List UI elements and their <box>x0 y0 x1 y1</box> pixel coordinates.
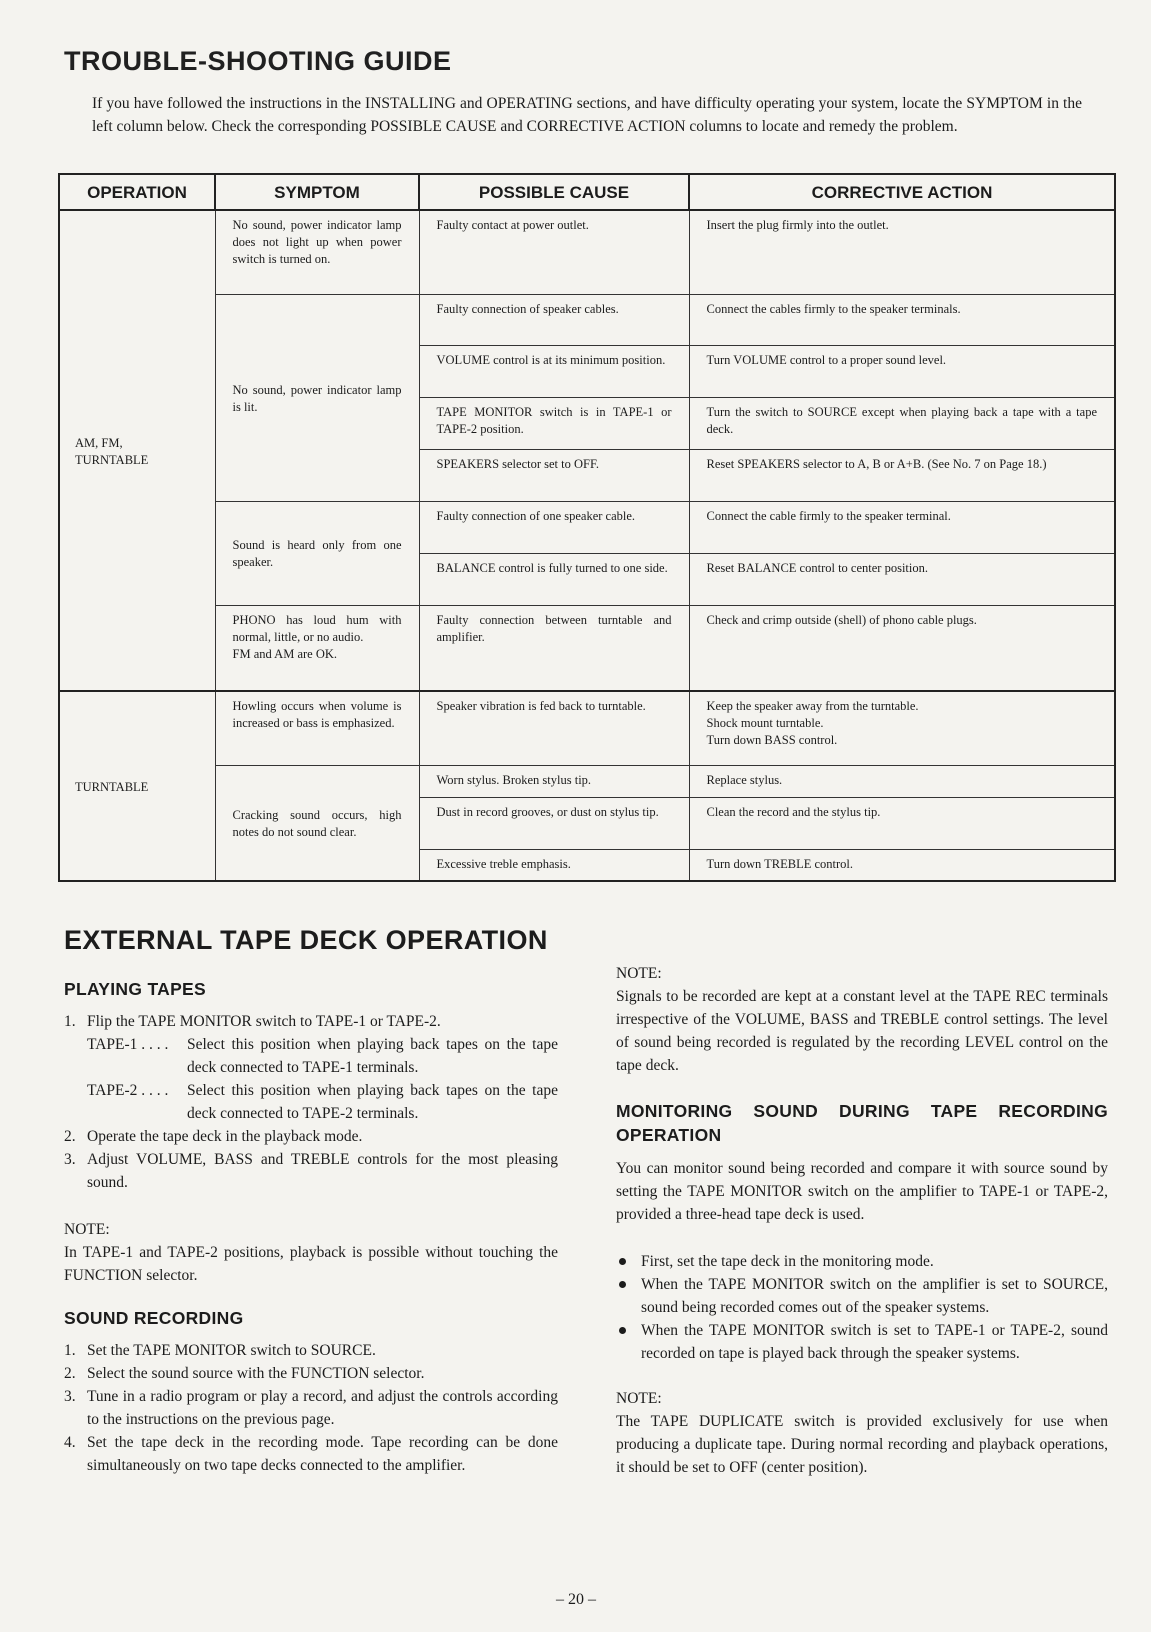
symptom-cell: No sound, power indicator lamp is lit. <box>215 294 419 501</box>
step-text: Set the tape deck in the recording mode. Tape recording can be done simultaneously on two tape decks connected to the amplifier. <box>87 1434 558 1474</box>
list-item: 2. Select the sound source with the FUNCTION selector. <box>64 1365 425 1382</box>
header-symptom: SYMPTOM <box>215 174 419 210</box>
header-corrective-action: CORRECTIVE ACTION <box>689 174 1115 210</box>
list-item <box>616 1250 1108 1273</box>
table-row <box>59 294 1115 345</box>
monitoring-text: You can monitor sound being recorded and compare it with source sound by setting the TAPE MONITOR switch on the amplifier to TAPE-1 or TAPE-2, provided a three-head tape deck is used. <box>616 1160 1108 1223</box>
operation-cell <box>59 691 215 881</box>
step-text: Operate the tape deck in the playback mode. <box>87 1128 363 1145</box>
bullet-text: When the TAPE MONITOR switch is set to TAPE-1 or TAPE-2, sound recorded on tape is played back through the speaker systems. <box>641 1322 1108 1362</box>
cause-cell: Speaker vibration is fed back to turntable. <box>419 691 689 765</box>
bullet-text: When the TAPE MONITOR switch on the amplifier is set to SOURCE, sound being recorded comes out of the speaker systems. <box>641 1276 1108 1316</box>
action-cell: Clean the record and the stylus tip. <box>689 797 1115 849</box>
cause-cell: SPEAKERS selector set to OFF. <box>419 449 689 501</box>
step-text: Tune in a radio program or play a record, and adjust the controls according to the instructions on the previous page. <box>87 1388 558 1428</box>
cause-cell: Faulty connection between turntable and amplifier. <box>419 605 689 691</box>
action-cell: Replace stylus. <box>689 765 1115 797</box>
action-cell: Turn the switch to SOURCE except when playing back a tape with a tape deck. <box>689 397 1115 449</box>
cause-cell: VOLUME control is at its minimum position. <box>419 345 689 397</box>
action-cell: Connect the cables firmly to the speaker terminals. <box>689 294 1115 345</box>
step-text: Set the TAPE MONITOR switch to SOURCE. <box>87 1342 376 1359</box>
cause-cell: Worn stylus. Broken stylus tip. <box>419 765 689 797</box>
tape2-text: Select this position when playing back tapes on the tape deck connected to TAPE-2 terminals. <box>187 1082 558 1122</box>
trouble-shooting-table <box>58 173 1116 882</box>
cause-cell: TAPE MONITOR switch is in TAPE-1 or TAPE-2 position. <box>419 397 689 449</box>
intro-text: If you have followed the instructions in the INSTALLING and OPERATING sections, and have difficulty operating your system, locate the SYMPTOM in the left column below. Check the corresponding POSSIBLE CAUSE and CORRECTIVE ACTION columns to locate and remedy the problem. <box>92 95 1082 135</box>
action-cell: Check and crimp outside (shell) of phono cable plugs. <box>689 605 1115 691</box>
action-cell: Turn VOLUME control to a proper sound level. <box>689 345 1115 397</box>
symptom-text: FM and AM are OK. <box>232 646 338 661</box>
header-possible-cause: POSSIBLE CAUSE <box>419 174 689 210</box>
table-row <box>59 691 1115 765</box>
cause-cell: Excessive treble emphasis. <box>419 849 689 881</box>
heading-monitoring-sound: MONITORING SOUND DURING TAPE RECORDING OPERATION <box>616 1101 1108 1145</box>
action-cell <box>689 691 1115 765</box>
heading-playing-tapes: PLAYING TAPES <box>64 979 206 999</box>
operation-label: TURNTABLE <box>75 779 149 794</box>
action-cell: Turn down TREBLE control. <box>689 849 1115 881</box>
action-cell: Insert the plug firmly into the outlet. <box>689 210 1115 294</box>
right-column <box>616 962 1108 1479</box>
section-title-external-tape-deck: EXTERNAL TAPE DECK OPERATION <box>64 925 548 955</box>
action-cell: Reset BALANCE control to center position. <box>689 553 1115 605</box>
list-item: 3. Tune in a radio program or play a record, and adjust the controls according to the instructions on the previous page. <box>64 1388 558 1428</box>
list-item: 1. Set the TAPE MONITOR switch to SOURCE. <box>64 1342 376 1359</box>
list-item: 4. Set the tape deck in the recording mode. Tape recording can be done simultaneously on two tape decks connected to the amplifier. <box>64 1434 558 1474</box>
symptom-text: PHONO has loud hum with normal, little, or no audio. <box>232 612 402 644</box>
heading-sound-recording: SOUND RECORDING <box>64 1308 244 1328</box>
list-item <box>616 1273 1108 1319</box>
left-column <box>64 978 558 1477</box>
note-label: NOTE: <box>64 1221 110 1238</box>
table-row <box>59 501 1115 553</box>
step-text: Select the sound source with the FUNCTION selector. <box>87 1365 425 1382</box>
action-cell: Reset SPEAKERS selector to A, B or A+B. (See No. 7 on Page 18.) <box>689 449 1115 501</box>
monitoring-bullets <box>616 1250 1108 1365</box>
symptom-cell: Cracking sound occurs, high notes do not sound clear. <box>215 765 419 881</box>
action-line: Turn down BASS control. <box>706 733 838 747</box>
note-label: NOTE: <box>616 1390 662 1407</box>
operation-label: TURNTABLE <box>75 452 149 467</box>
operation-cell <box>59 210 215 691</box>
cause-cell: Dust in record grooves, or dust on stylus tip. <box>419 797 689 849</box>
header-operation: OPERATION <box>59 174 215 210</box>
bullet-icon <box>619 1258 626 1265</box>
table-row <box>59 765 1115 797</box>
playing-steps <box>64 1010 558 1033</box>
page-number: – 20 – <box>556 1591 596 1608</box>
cause-cell: BALANCE control is fully turned to one side. <box>419 553 689 605</box>
note-label: NOTE: <box>616 965 662 982</box>
step-text: Flip the TAPE MONITOR switch to TAPE-1 or TAPE-2. <box>87 1013 441 1030</box>
bullet-icon <box>619 1327 626 1334</box>
symptom-cell: No sound, power indicator lamp does not light up when power switch is turned on. <box>215 210 419 294</box>
bullet-icon <box>619 1281 626 1288</box>
list-item: 3. Adjust VOLUME, BASS and TREBLE controls for the most pleasing sound. <box>64 1151 558 1191</box>
playing-steps <box>64 1125 558 1194</box>
tape2-option <box>87 1079 558 1125</box>
action-cell: Connect the cable firmly to the speaker terminal. <box>689 501 1115 553</box>
table-row <box>59 210 1115 294</box>
tape1-label: TAPE-1 . . . . <box>87 1036 169 1053</box>
tape1-text: Select this position when playing back tapes on the tape deck connected to TAPE-1 terminals. <box>187 1036 558 1076</box>
table-header-row <box>59 174 1115 210</box>
symptom-cell: Sound is heard only from one speaker. <box>215 501 419 605</box>
operation-label: AM, FM, <box>75 435 123 450</box>
symptom-cell <box>215 605 419 691</box>
tape2-label: TAPE-2 . . . . <box>87 1082 169 1099</box>
cause-cell: Faulty contact at power outlet. <box>419 210 689 294</box>
step-text: Adjust VOLUME, BASS and TREBLE controls for the most pleasing sound. <box>87 1151 558 1191</box>
cause-cell: Faulty connection of speaker cables. <box>419 294 689 345</box>
action-line: Shock mount turntable. <box>706 716 824 730</box>
bullet-text: First, set the tape deck in the monitoring mode. <box>641 1253 934 1270</box>
action-line: Keep the speaker away from the turntable. <box>706 699 919 713</box>
list-item <box>616 1319 1108 1365</box>
note-text: In TAPE-1 and TAPE-2 positions, playback is possible without touching the FUNCTION selector. <box>64 1244 558 1284</box>
table-row <box>59 605 1115 691</box>
note-text: Signals to be recorded are kept at a constant level at the TAPE REC terminals irrespective of the VOLUME, BASS and TREBLE control settings. The level of sound being recorded is regulated by the recording LEVEL control on the tape deck. <box>616 988 1108 1074</box>
recording-steps <box>64 1339 558 1477</box>
page-title: TROUBLE-SHOOTING GUIDE <box>64 46 452 76</box>
cause-cell: Faulty connection of one speaker cable. <box>419 501 689 553</box>
list-item: 1. Flip the TAPE MONITOR switch to TAPE-1 or TAPE-2. <box>64 1013 441 1030</box>
note-text: The TAPE DUPLICATE switch is provided exclusively for use when producing a duplicate tape. During normal recording and playback operations, it should be set to OFF (center position). <box>616 1413 1108 1476</box>
symptom-cell: Howling occurs when volume is increased or bass is emphasized. <box>215 691 419 765</box>
list-item: 2. Operate the tape deck in the playback mode. <box>64 1128 363 1145</box>
tape1-option <box>87 1033 558 1079</box>
